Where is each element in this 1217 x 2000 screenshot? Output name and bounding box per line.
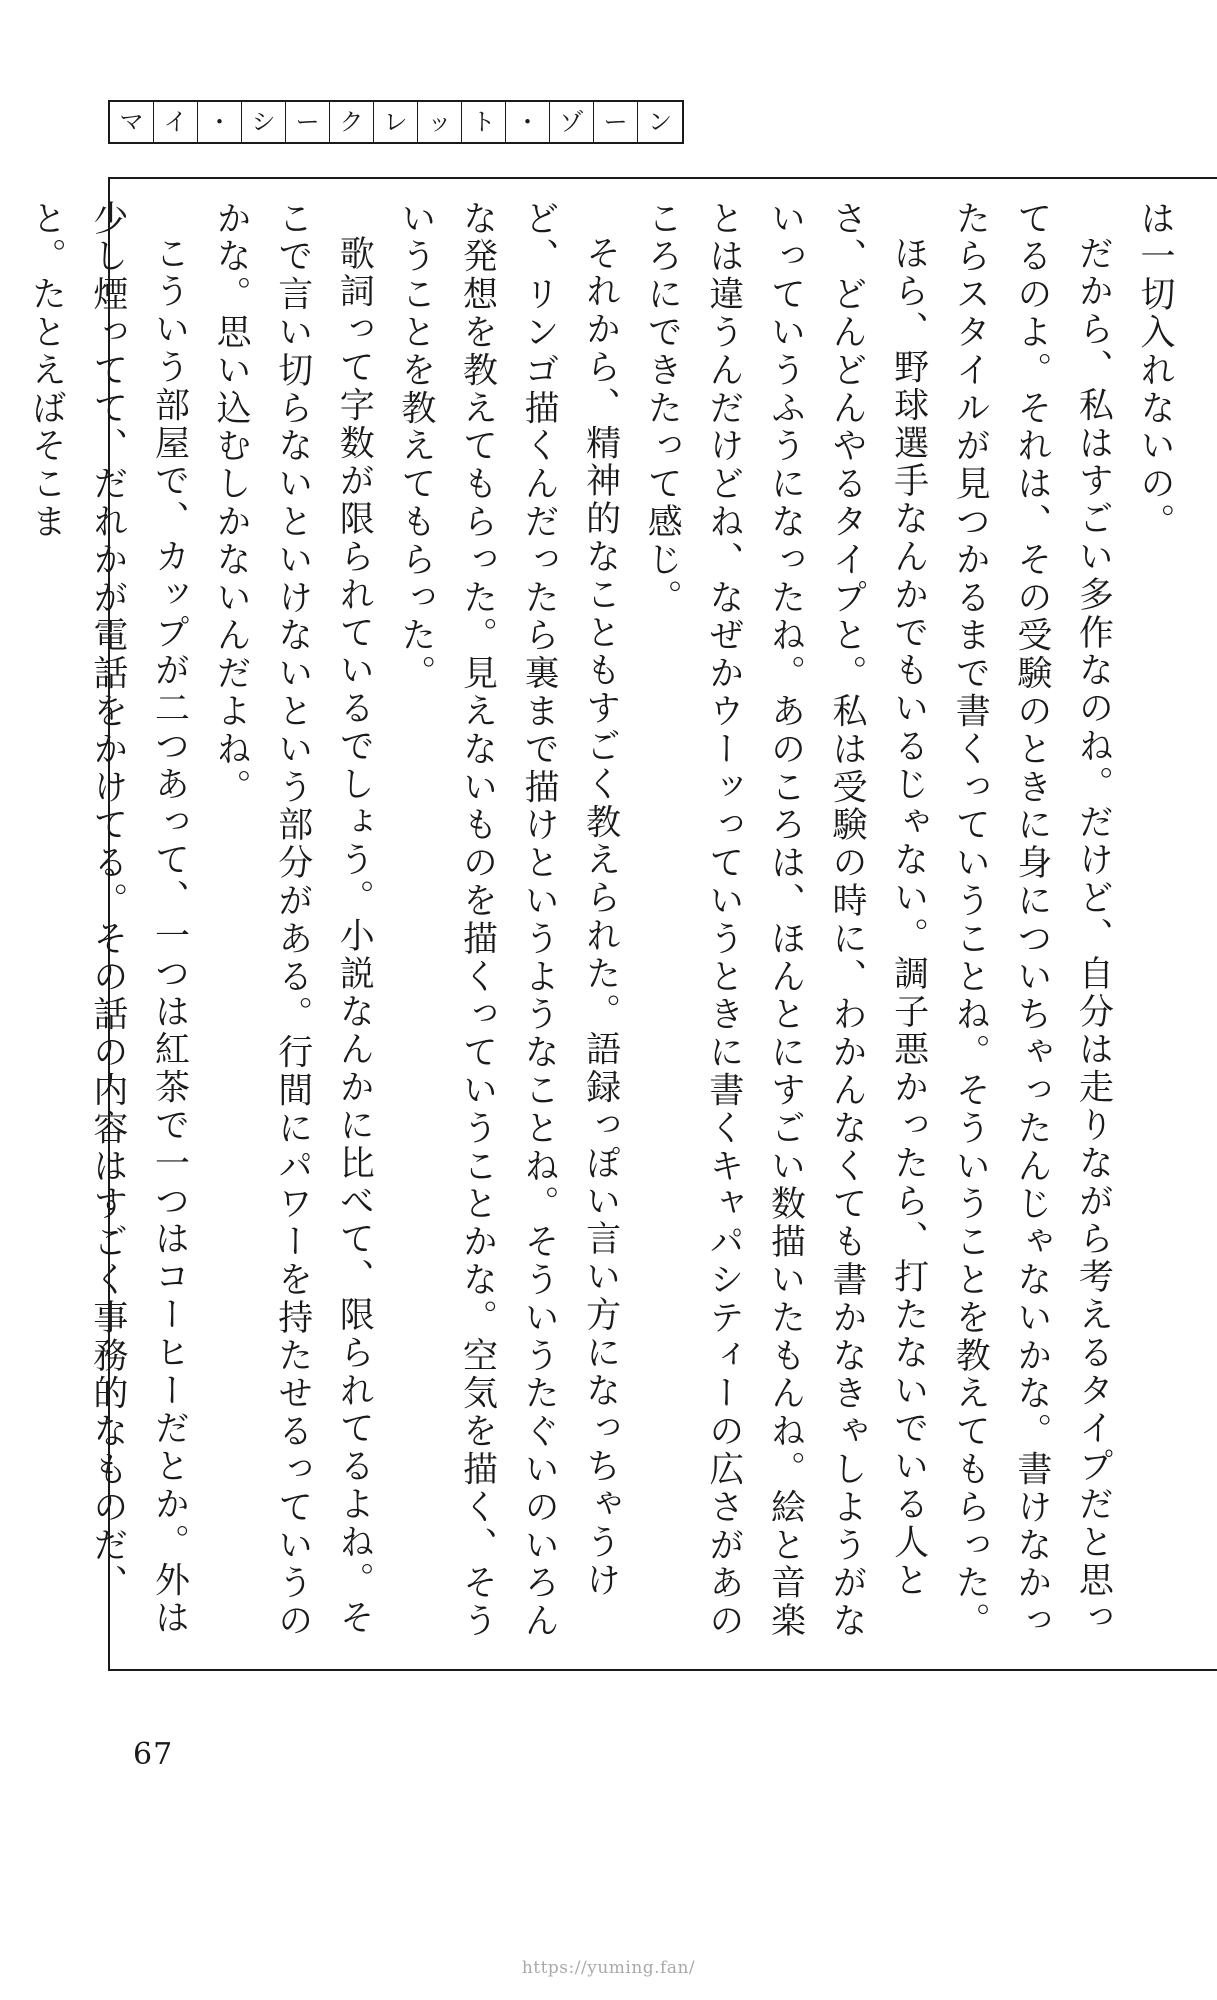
header-title-char: ・ [506, 102, 550, 142]
header-title-char: ク [330, 102, 374, 142]
header-title-char: マ [110, 102, 154, 142]
body-paragraph: こういう部屋で、カップが二つあって、一つは紅茶で一つはコーヒーだとか。外は少し煙ってて、だれかが電話をかけてる。その話の内容はすごく事務的なものだ、と。たとえばそこま [26, 200, 190, 1638]
header-title-char: ゾ [550, 102, 594, 142]
header-title-char: イ [154, 102, 198, 142]
header-title-char: ッ [418, 102, 462, 142]
header-title-char: ト [462, 102, 506, 142]
body-paragraph: だから、私はすごい多作なのね。だけど、自分は走りながら考えるタイプだと思ってるのよ。それは、その受験のときに身についちゃったんじゃないかな。書けなかったらスタイルが見つかるまで書くっていうことね。そういうことを教えてもらった。 [950, 200, 1114, 1641]
body-paragraph: 歌詞って字数が限られているでしょう。小説なんかに比べて、限られてるよね。そこで言い切らないといけないという部分がある。行間にパワーを持たせるっていうのかな。思い込むしかないんだよね。 [211, 200, 375, 1641]
page-number: 67 [133, 1737, 174, 1772]
header-title-char: シ [242, 102, 286, 142]
header-title-char: ー [594, 102, 638, 142]
watermark-url: https://yuming.fan/ [521, 1958, 696, 1978]
header-title-char: レ [374, 102, 418, 142]
body-paragraph: それから、精神的なこともすごく教えられた。語録っぽい言い方になっちゃうけど、リンゴ描くんだったら裏まで描けというようなことね。そういうたぐいのいろんな発想を教えてもらった。見えないものを描くっていうことかな。空気を描く、そういうことを教えてもらった。 [395, 200, 621, 1641]
body-text [26, 200, 1185, 1650]
running-header-title [108, 100, 684, 144]
header-title-char: ー [286, 102, 330, 142]
header-title-char: ・ [198, 102, 242, 142]
header-title-char: ン [648, 108, 672, 136]
body-paragraph: は一切入れないの。 [1135, 200, 1175, 542]
body-paragraph: ほら、野球選手なんかでもいるじゃない。調子悪かったら、打たないでいる人とさ、どんどんやるタイプと。私は受験の時に、わかんなくても書かなきゃしようがないっていうふうになったね。あのころは、ほんとにすごい数描いたもんね。絵と音楽とは違うんだけどね、なぜかウーッっていうときに書くキャパシティーの広さがあのころにできたって感じ。 [642, 200, 929, 1641]
